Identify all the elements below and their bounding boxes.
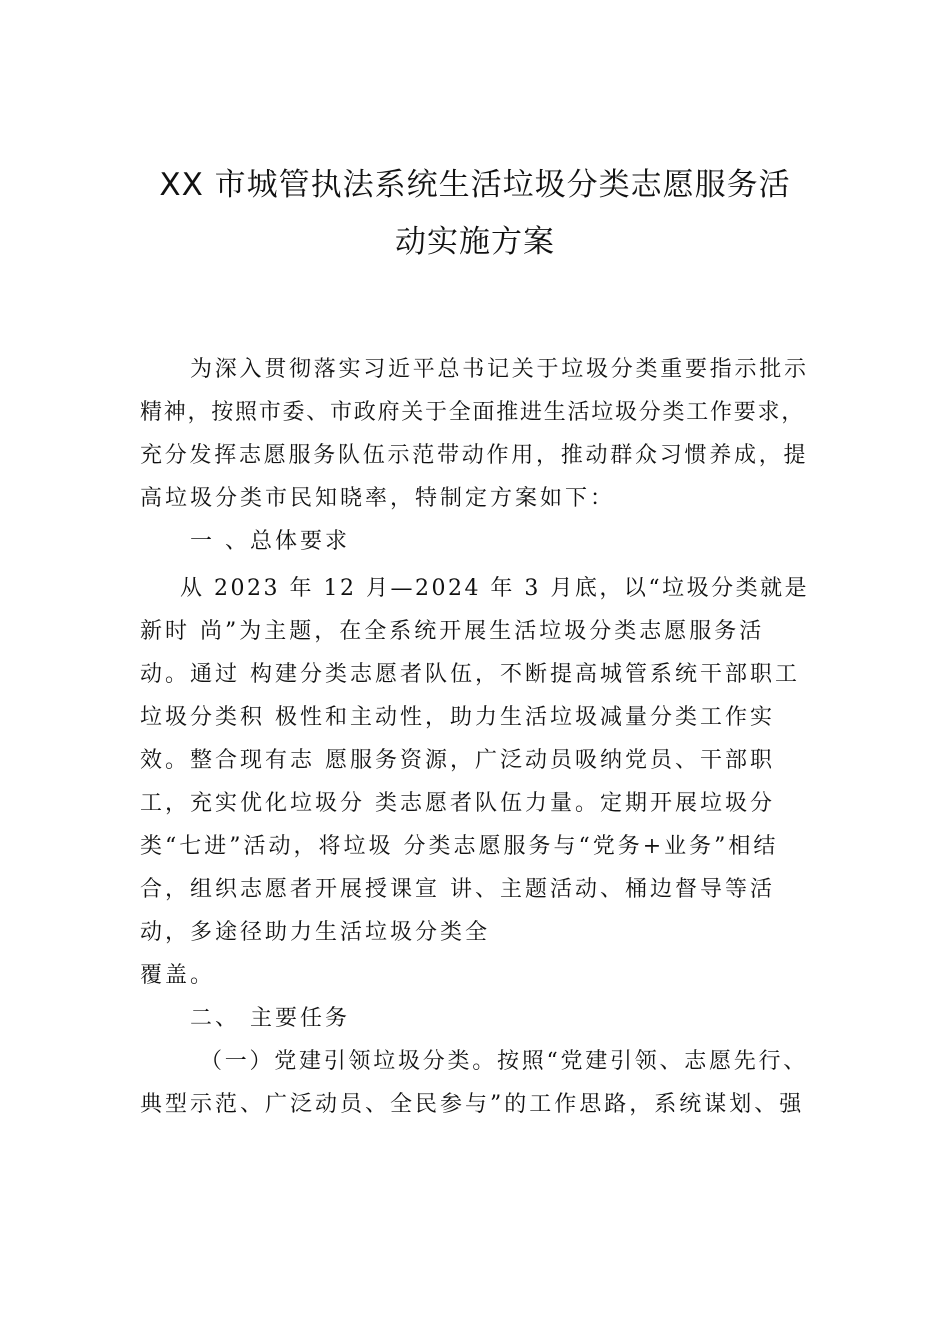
section-heading-1: 一 、总体要求 [190, 529, 350, 554]
paragraph-2-line-4: 垃圾分类积 极性和主动性，助力生活垃圾减量分类工作实 [140, 705, 775, 730]
paragraph-2-line-7: 类“七进”活动，将垃圾 分类志愿服务与“党务+业务”相结 [140, 834, 779, 859]
paragraph-2-line-8: 合，组织志愿者开展授课宣 讲、主题活动、桶边督导等活 [140, 877, 775, 902]
section-heading-2: 二、 主要任务 [190, 1006, 350, 1031]
paragraph-2-line-5: 效。整合现有志 愿服务资源，广泛动员吸纳党员、干部职 [140, 748, 775, 773]
paragraph-2-line-10: 覆盖。 [140, 963, 216, 988]
paragraph-1-line-3: 充分发挥志愿服务队伍示范带动作用，推动群众习惯养成，提 [140, 443, 809, 468]
paragraph-2-line-2: 新时 尚”为主题，在全系统开展生活垃圾分类志愿服务活 [140, 619, 765, 644]
paragraph-3-line-2: 典型示范、广泛动员、全民参与”的工作思路，系统谋划、强 [140, 1092, 805, 1117]
document-title-line-2: 动实施方案 [395, 224, 555, 260]
paragraph-2-line-6: 工，充实优化垃圾分 类志愿者队伍力量。定期开展垃圾分 [140, 791, 775, 816]
paragraph-2-line-1: 从 2023 年 12 月—2024 年 3 月底，以“垃圾分类就是 [180, 576, 810, 601]
paragraph-1-line-2: 精神，按照市委、市政府关于全面推进生活垃圾分类工作要求， [140, 400, 806, 425]
paragraph-1-line-4: 高垃圾分类市民知晓率，特制定方案如下： [140, 486, 616, 511]
document-title-line-1: XX 市城管执法系统生活垃圾分类志愿服务活 [159, 167, 791, 203]
paragraph-3-line-1: （一）党建引领垃圾分类。按照“党建引领、志愿先行、 [200, 1049, 808, 1074]
paragraph-2-line-9: 动，多途径助力生活垃圾分类全 [140, 920, 491, 945]
paragraph-1-line-1: 为深入贯彻落实习近平总书记关于垃圾分类重要指示批示 [190, 357, 809, 382]
paragraph-2-line-3: 动。通过 构建分类志愿者队伍，不断提高城管系统干部职工 [140, 662, 800, 687]
